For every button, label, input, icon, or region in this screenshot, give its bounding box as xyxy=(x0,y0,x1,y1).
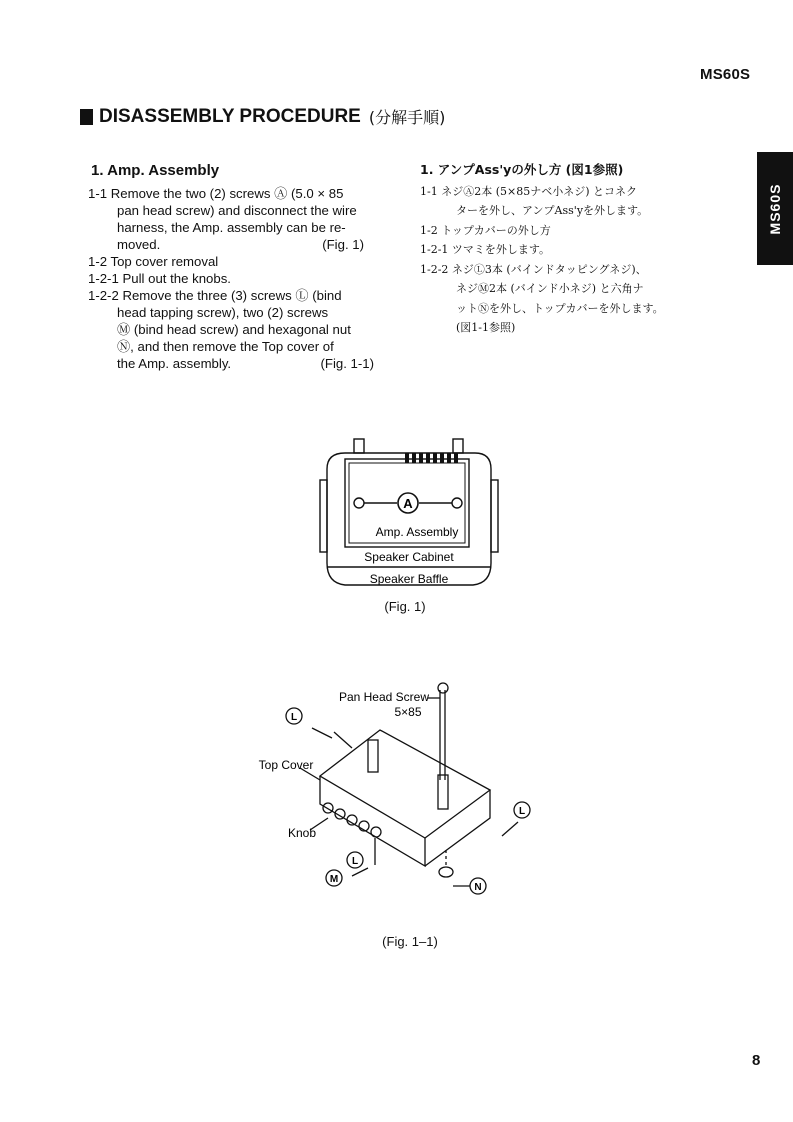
svg-text:L: L xyxy=(351,856,359,867)
connector-terminals xyxy=(405,453,458,463)
side-panel xyxy=(491,480,498,552)
fig-1-caption: (Fig. 1) xyxy=(384,599,426,614)
screw-size-label: 5×85 xyxy=(394,705,422,719)
top-cover-side xyxy=(425,790,490,866)
jp-section-heading: 1. アンプAss'yの外し方 (図1参照) xyxy=(420,162,624,177)
svg-text:L: L xyxy=(518,806,526,817)
title-main: DISASSEMBLY PROCEDURE xyxy=(99,105,361,127)
speaker-cabinet-outline xyxy=(327,453,491,585)
marker-a-label: A xyxy=(403,496,413,511)
pan-head-screw-icon xyxy=(438,683,448,693)
rear-post xyxy=(453,439,463,453)
side-panel xyxy=(320,480,327,552)
knob-label: Knob xyxy=(287,826,317,840)
page-number: 8 xyxy=(752,1052,761,1069)
screw-l-icon xyxy=(502,822,518,836)
screw-l-icon xyxy=(312,728,332,738)
page-title xyxy=(80,105,445,128)
side-tab xyxy=(757,152,793,265)
fig-ref: (Fig. 1-1) xyxy=(320,356,374,371)
fig-1-diagram xyxy=(315,435,505,595)
step-1-2: 1-2 Top cover removal xyxy=(88,254,219,269)
hex-nut-icon xyxy=(439,867,453,877)
screw-m-icon xyxy=(352,868,368,876)
title-japanese: (分解手順) xyxy=(368,108,446,127)
svg-text:M: M xyxy=(329,874,339,885)
fig-1-1-diagram xyxy=(250,680,550,910)
post xyxy=(368,740,378,772)
pan-head-screw-label: Pan Head Screw xyxy=(338,690,429,704)
amp-assembly-label: Amp. Assembly xyxy=(375,525,459,539)
post xyxy=(438,775,448,809)
screw-icon xyxy=(452,498,462,508)
screw-icon xyxy=(354,498,364,508)
svg-text:N: N xyxy=(474,882,482,893)
knob-icon xyxy=(371,827,381,837)
step-1-2-2: 1-2-2 Remove the three (3) screws Ⓛ (bind xyxy=(88,288,342,303)
top-cover-front xyxy=(320,776,425,866)
section-heading: 1. Amp. Assembly xyxy=(91,162,220,179)
fig-ref: (Fig. 1) xyxy=(322,237,364,252)
english-instructions: 1. Amp. Assembly 1-1 Remove the two (2) screws Ⓐ (5.0 × 85 pan head screw) and disconnect the wire harness, the Amp. assembly can be re- moved. (Fig. 1) 1-2 Top cover removal 1-2-1 Pull out the knobs. 1-2-2 Remove the three (3) screws Ⓛ (bind head tapping screw), two (2) screws Ⓜ (bind head screw) and hexagonal nut Ⓝ, and then remove the Top cover of the Amp. assembly. (Fig. 1-1) xyxy=(88,162,388,372)
japanese-instructions: 1. アンプAss'yの外し方 (図1参照) 1-1 ネジⒶ2本 (5×85ナベ小ネジ) とコネク ターを外し、アンプAss'yを外します。 1-2 トップカバーの外し方 1-2-1 ツマミを外します。 1-2-2 ネジⓁ3本 (バインドタッピングネジ)、 ネジⓂ2本 (バインド小ネジ) と六角ナ ットⓃを外し、トップカバーを外します。 (図1-1参照) xyxy=(420,160,700,338)
step-1-1: 1-1 Remove the two (2) screws Ⓐ (5.0 × 85 xyxy=(88,186,344,201)
speaker-baffle-label: Speaker Baffle xyxy=(369,572,449,586)
rear-post xyxy=(354,439,364,453)
svg-text:L: L xyxy=(290,712,298,723)
speaker-cabinet-label: Speaker Cabinet xyxy=(364,550,454,564)
side-tab-label: MS60S xyxy=(767,183,783,234)
top-cover-top xyxy=(320,730,490,838)
fig-1-1-caption: (Fig. 1–1) xyxy=(382,934,438,949)
title-bullet xyxy=(80,109,93,125)
step-1-2-1: 1-2-1 Pull out the knobs. xyxy=(88,271,231,286)
model-number: MS60S xyxy=(700,66,751,83)
top-cover-label: Top Cover xyxy=(258,758,314,772)
